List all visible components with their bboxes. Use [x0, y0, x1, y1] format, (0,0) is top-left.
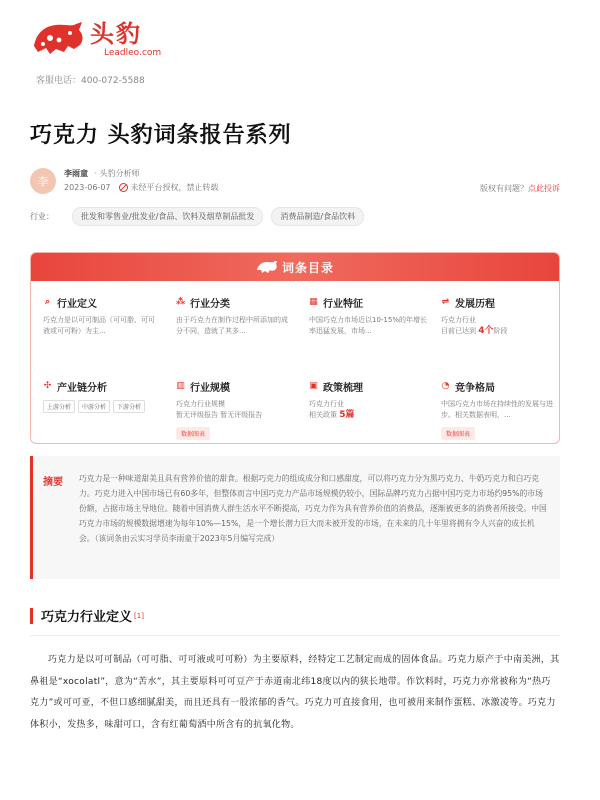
toc-item-title: 行业分类 — [190, 299, 230, 310]
publish-meta — [64, 182, 219, 193]
industry-tags — [30, 207, 372, 226]
toc-item-desc — [441, 315, 559, 337]
author-role: · 头豹分析师 — [94, 169, 140, 178]
downstream-tag[interactable]: 下游分析 — [113, 400, 145, 413]
industry-label: 行业： — [30, 212, 54, 221]
toc-item-title: 政策梳理 — [323, 383, 363, 394]
footnote-ref[interactable]: [1] — [134, 611, 144, 620]
upstream-tag[interactable]: 上游分析 — [43, 400, 75, 413]
policy-icon: ▣ — [309, 381, 318, 391]
toc-item-title: 行业特征 — [323, 299, 363, 310]
leopard-icon — [256, 259, 278, 275]
industry-tag[interactable]: 批发和零售业/批发业/食品、饮料及烟草制品批发 — [72, 207, 263, 226]
industry-tag[interactable]: 消费品制造/食品饮料 — [271, 207, 364, 226]
toc-item-history[interactable] — [441, 295, 559, 337]
prohibited-icon — [119, 183, 128, 192]
toc-item-desc: 巧克力是以可可制品（可可脂、可可液或可可粉）为主... — [43, 316, 155, 335]
history-icon: ⇌ — [441, 297, 450, 307]
toc-item-classification[interactable] — [176, 295, 294, 337]
author-info — [64, 168, 140, 179]
toc-item-desc: 中国巧克力市场在持续性的发展与进步。相关数据表明，... — [441, 400, 553, 419]
abstract-text: 巧克力是一种味道甜美且具有营养价值的甜食。根据巧克力的组成成分和口感甜度，可以将巧克力分为黑巧克力、牛奶巧克力和白巧克力。巧克力进入中国市场已有60多年，但整体而言中国巧克力产品市场规模仍较小，国际品牌巧克力占据中国巧克力市场约95%的市场份额，占据市场主导地位。随着中国消费人群生活水平不断提高，巧克力作为具有营养价值的消费品，逐渐被更多的消费者所接受。中国巧克力市场的规模数据增速为每年10%—15%，是一个增长潜力巨大而未被开发的市场，在未来的几十年里将拥有令人兴奋的成长机会。（该词条由云实习学员李雨童于2023年5月编写完成） — [79, 474, 547, 543]
complaint-link[interactable]: 点此投诉 — [528, 184, 560, 193]
chain-icon: ✣ — [43, 381, 52, 391]
policy-desc: 巧克力行业 相关政策 — [309, 400, 344, 419]
chain-tags — [43, 400, 161, 413]
customer-hotline: 客服电话：400-072-5588 — [36, 76, 145, 86]
author-name[interactable]: 李雨童 — [64, 169, 88, 178]
toc-item-competition[interactable] — [441, 379, 559, 440]
section-accent-bar — [30, 608, 33, 624]
data-chart-button[interactable]: 数据图表 — [176, 427, 210, 440]
brand-domain: Leadleo.com — [104, 48, 162, 58]
classification-icon: ⁂ — [176, 297, 186, 307]
toc-item-title: 行业定义 — [57, 299, 97, 310]
toc-item-desc: 中国巧克力市场近以10-15%的年增长率迅猛发展，市场... — [309, 316, 427, 335]
midstream-tag[interactable]: 中游分析 — [78, 400, 110, 413]
policy-count: 5篇 — [339, 410, 355, 420]
page-title: 巧克力 头豹词条报告系列 — [30, 123, 292, 148]
data-chart-button[interactable]: 数据图表 — [441, 427, 475, 440]
history-desc-suffix: 阶段 — [493, 327, 508, 335]
toc-item-desc: 由于巧克力在制作过程中所添加的成分不同，造就了其多... — [176, 316, 288, 335]
toc-item-features[interactable] — [309, 295, 427, 337]
toc-item-title: 行业规模 — [190, 383, 230, 394]
history-desc: 巧克力行业 目前已达到 — [441, 316, 476, 335]
toc-item-policy[interactable] — [309, 379, 427, 421]
toc-item-desc: 巧克力行业规模 暂无评级报告 暂无评级报告 — [176, 400, 263, 419]
section-heading — [30, 606, 144, 625]
toc-item-desc — [309, 399, 427, 421]
toc-title: 词条目录 — [281, 260, 334, 275]
license-notice: 未经平台授权，禁止转载 — [130, 183, 219, 192]
pie-chart-icon: ◔ — [441, 381, 450, 391]
definition-icon: ⌕ — [44, 297, 51, 307]
abstract-box — [30, 456, 560, 579]
toc-header — [31, 253, 559, 281]
abstract-label: 摘要 — [43, 477, 63, 488]
toc-item-title: 产业链分析 — [57, 383, 107, 394]
toc-item-title: 发展历程 — [455, 299, 495, 310]
section-body: 巧克力是以可可制品（可可脂、可可液或可可粉）为主要原料，经特定工艺制定而成的固体食品。巧克力原产于中南美洲，其鼻祖是“xocolatl”，意为“苦水”，其主要原料可可豆产于赤道南北纬18度以内的狭长地带。作饮料时，巧克力亦常被称为“热巧克力”或可可亚，不但口感细腻甜美，而且还具有一股浓郁的香气。巧克力可直接食用，也可被用来制作蛋糕、冰激凌等。巧克力体积小，发热多，味甜可口，含有红葡萄酒中所含有的抗氧化物。 — [30, 655, 560, 730]
features-icon: ▦ — [309, 297, 318, 307]
publish-date: 2023-06-07 — [64, 183, 111, 192]
leopard-logo-icon — [30, 16, 86, 62]
table-of-contents — [30, 252, 560, 444]
bar-chart-icon: ▥ — [176, 381, 185, 391]
toc-item-definition[interactable] — [43, 295, 161, 337]
copyright-question: 版权有问题？ — [480, 184, 528, 193]
toc-item-title: 竞争格局 — [455, 383, 495, 394]
copyright-report — [480, 183, 560, 194]
history-stage-count: 4个 — [478, 326, 494, 336]
brand-name: 头豹 — [90, 20, 142, 48]
divider — [30, 635, 560, 636]
avatar: 李 — [30, 168, 56, 194]
toc-item-scale[interactable] — [176, 379, 294, 440]
brand-logo[interactable] — [30, 16, 161, 62]
section-title: 巧克力行业定义 — [41, 610, 133, 625]
toc-item-chain[interactable] — [43, 379, 161, 413]
